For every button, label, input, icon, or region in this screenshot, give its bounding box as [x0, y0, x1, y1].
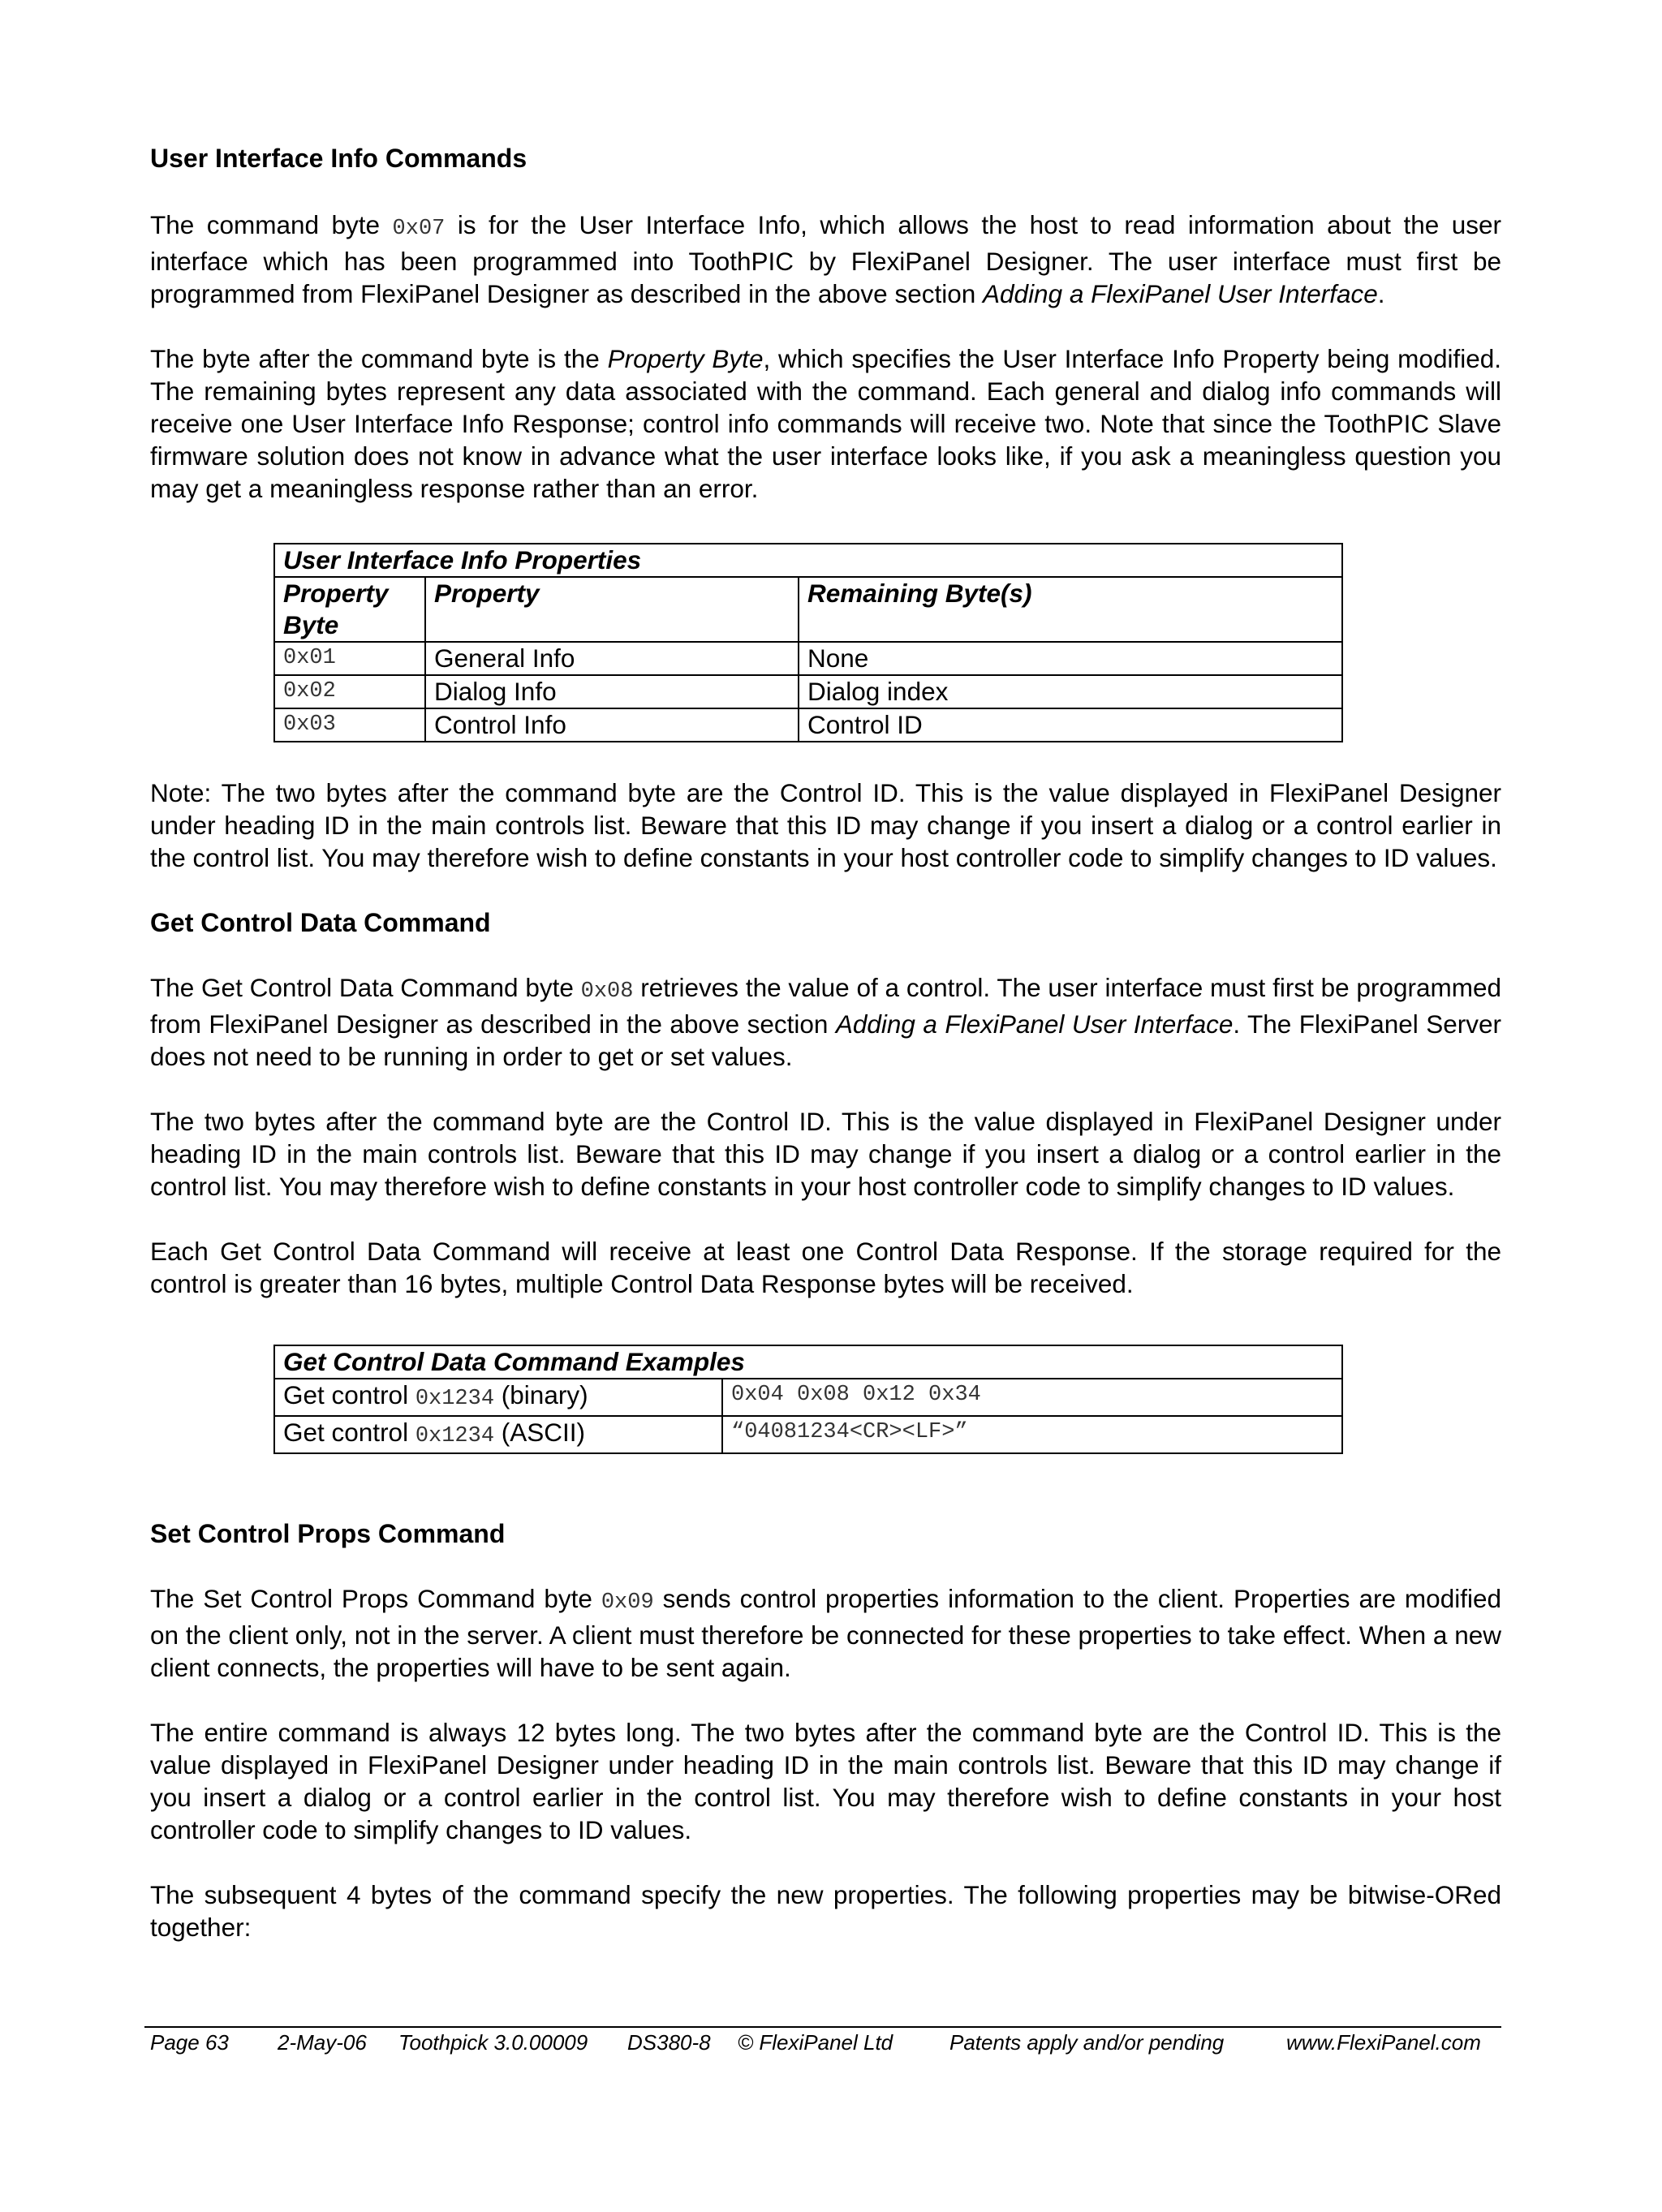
paragraph: The subsequent 4 bytes of the command specify the new properties. The following properties may be bitwise-ORed together: — [150, 1880, 1501, 1942]
footer-copyright: © FlexiPanel Ltd — [738, 2030, 893, 2055]
paragraph: The two bytes after the command byte are the Control ID. This is the value displayed in FlexiPanel Designer under heading ID in the main controls list. Beware that this ID may change if you insert a dialog or a control earlier in the control list. You may therefore wish to define constants in your host controller code to simplify changes to ID values. — [150, 1107, 1501, 1201]
page-content — [150, 142, 1501, 1943]
get-control-data-examples-table — [273, 1345, 1343, 1454]
paragraph: The byte after the command byte is the Property Byte, which specifies the User Interface Info Property being modified. The remaining bytes represent any data associated with the command. Each general and dialog info commands will receive one User Interface Info Response; control info commands will receive two. Note that since the ToothPIC Slave firmware solution does not know in advance what the user interface looks like, if you ask a meaningless question you may get a meaningless response rather than an error. — [150, 344, 1501, 503]
code-text: 0x07 — [392, 217, 446, 241]
footer-url[interactable]: www.FlexiPanel.com — [1286, 2030, 1481, 2055]
section-heading-get-control-data: Get Control Data Command — [150, 908, 491, 937]
table-title: Get Control Data Command Examples — [274, 1345, 1342, 1379]
table-title: User Interface Info Properties — [274, 544, 1342, 577]
footer-page: Page 63 — [150, 2030, 229, 2055]
footer-date: 2-May-06 — [278, 2030, 367, 2055]
footer-doc: DS380-8 — [627, 2030, 711, 2055]
footer-product: Toothpick 3.0.00009 — [398, 2030, 588, 2055]
section-heading-set-control-props: Set Control Props Command — [150, 1519, 506, 1548]
table-row: 0x01 General Info None — [274, 642, 1342, 675]
code-text: 0x08 — [580, 979, 634, 1004]
section-heading-ui-info: User Interface Info Commands — [150, 144, 527, 173]
table-row: Get control 0x1234 (binary) 0x04 0x08 0x12 0x34 — [274, 1379, 1342, 1416]
table-row: 0x03 Control Info Control ID — [274, 708, 1342, 742]
note-paragraph: Note: The two bytes after the command byte are the Control ID. This is the value displayed in FlexiPanel Designer under heading ID in the main controls list. Beware that this ID may change if you insert a dialog or a control earlier in the control list. You may therefore wish to define constants in your host controller code to simplify changes to ID values. — [150, 778, 1501, 872]
paragraph: The Get Control Data Command byte 0x08 retrieves the value of a control. The user interface must first be programmed from FlexiPanel Designer as described in the above section Adding a FlexiPanel User Interface. The FlexiPanel Server does not need to be running in order to get or set values. — [150, 973, 1501, 1071]
ui-info-properties-table — [273, 543, 1343, 742]
table-header: Property — [425, 577, 799, 642]
paragraph: Each Get Control Data Command will receive at least one Control Data Response. If the storage required for the control is greater than 16 bytes, multiple Control Data Response bytes will be received. — [150, 1237, 1501, 1298]
table-header: Property Byte — [274, 577, 425, 642]
table-header: Remaining Byte(s) — [799, 577, 1342, 642]
paragraph: The entire command is always 12 bytes long. The two bytes after the command byte are the Control ID. This is the value displayed in FlexiPanel Designer under heading ID in the main controls list. Beware that this ID may change if you insert a dialog or a control earlier in the control list. You may therefore wish to define constants in your host controller code to simplify changes to ID values. — [150, 1718, 1501, 1844]
paragraph: The Set Control Props Command byte 0x09 sends control properties information to the client. Properties are modified on the client only, not in the server. A client must therefore be connected for these properties to take effect. When a new client connects, the properties will have to be sent again. — [150, 1584, 1501, 1682]
table-row: 0x02 Dialog Info Dialog index — [274, 675, 1342, 708]
paragraph: The command byte 0x07 is for the User Interface Info, which allows the host to read information about the user interface which has been programmed into ToothPIC by FlexiPanel Designer. The user interface must first be programmed from FlexiPanel Designer as described in the above section Adding a FlexiPanel User Interface. — [150, 210, 1501, 308]
table-row: Get control 0x1234 (ASCII) “04081234<CR><LF>” — [274, 1416, 1342, 1453]
footer-patents: Patents apply and/or pending — [949, 2030, 1225, 2055]
code-text: 0x09 — [601, 1590, 654, 1615]
footer-rule — [144, 2026, 1501, 2028]
